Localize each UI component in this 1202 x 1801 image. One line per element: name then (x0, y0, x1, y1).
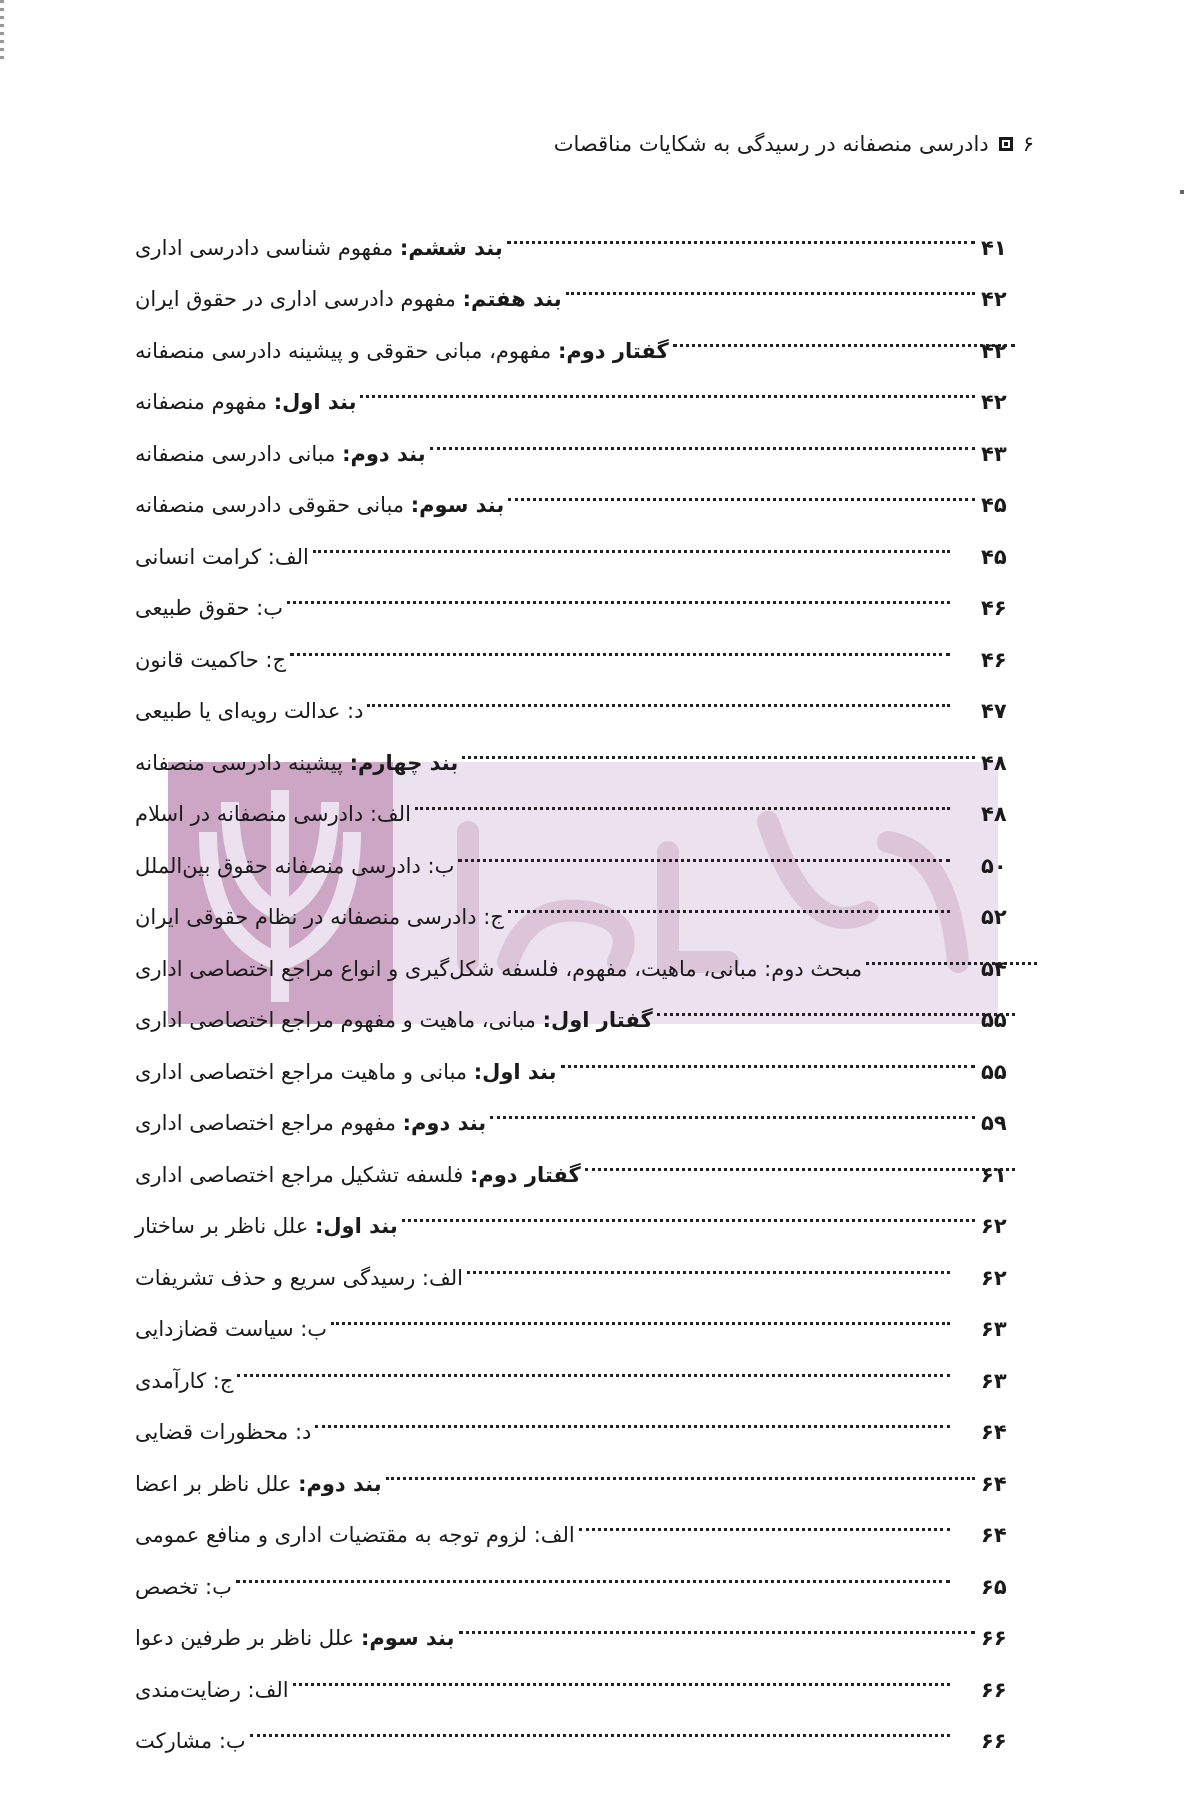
dot-leader (459, 1631, 976, 1634)
dot-leader (508, 910, 950, 913)
toc-entry (135, 840, 1015, 892)
toc-entry-label: بند سوم: (410, 493, 505, 518)
toc-page-number: ۴۵ (981, 544, 1007, 569)
toc-entry-label: بند ششم: (399, 235, 503, 260)
toc-entry-title (135, 1575, 232, 1599)
toc-entry-title (135, 854, 454, 878)
dot-leader (237, 1374, 950, 1377)
dot-leader (673, 344, 1015, 347)
dot-leader (331, 1322, 950, 1325)
dot-leader (402, 1219, 975, 1222)
toc-page-number: ۴۶ (981, 596, 1007, 621)
toc-entry (135, 480, 1015, 532)
toc-entry-title (135, 236, 503, 260)
toc-entry-text: مفهوم دادرسی اداری در حقوق ایران (135, 287, 456, 312)
toc-entry (135, 325, 1015, 377)
toc-entry (135, 634, 1015, 686)
toc-entry-text: الف: رضایت‌مندی (135, 1677, 289, 1702)
toc-entry-text: د: محظورات قضایی (135, 1420, 312, 1445)
dot-leader (360, 395, 975, 398)
dot-leader (386, 1477, 975, 1480)
toc-entry-text: مبانی و ماهیت مراجع اختصاصی اداری (135, 1059, 468, 1084)
toc-page-number: ۶۶ (981, 1677, 1007, 1702)
toc-entry (135, 1716, 1015, 1768)
toc-entry (135, 531, 1015, 583)
toc-entry-title (135, 1111, 486, 1135)
toc-entry-title (135, 802, 411, 826)
toc-entry-text: مبانی حقوقی دادرسی منصفانه (135, 493, 405, 518)
margin-dot (1180, 190, 1184, 194)
toc-entry-text: د: عدالت رویه‌ای یا طبیعی (135, 699, 364, 724)
toc-page-number: ۶۶ (981, 1626, 1007, 1651)
toc-page-number: ۴۲ (981, 287, 1007, 312)
toc-entry-label: بند اول: (473, 1059, 557, 1084)
toc-entry-title (135, 751, 458, 775)
toc-entry-text: الف: کرامت انسانی (135, 544, 309, 569)
toc-entry-text: ب: مشارکت (135, 1729, 246, 1754)
toc-page-number: ۶۲ (981, 1265, 1007, 1290)
dot-leader (566, 292, 975, 295)
toc-entry-title (135, 699, 363, 723)
toc-entry-title (135, 287, 562, 311)
dot-leader (507, 241, 975, 244)
toc-entry-label: گفتار دوم: (469, 1162, 581, 1187)
toc-entry (135, 943, 1015, 995)
dot-leader (585, 1168, 1015, 1171)
toc-entry-title (135, 1266, 463, 1290)
book-title: دادرسی منصفانه در رسیدگی به شکایات مناقصات (553, 132, 989, 156)
toc-entry-text: ب: تخصص (135, 1574, 232, 1599)
dot-leader (462, 756, 975, 759)
toc-entry-text: مفهوم، مبانی حقوقی و پیشینه دادرسی منصفانه (135, 338, 552, 363)
toc-entry-text: مفهوم شناسی دادرسی اداری (135, 235, 394, 260)
toc-entry-title (135, 1214, 398, 1238)
dot-leader (367, 704, 950, 707)
toc-entry (135, 583, 1015, 635)
toc-entry (135, 892, 1015, 944)
toc-entry-text: ب: حقوق طبیعی (135, 596, 283, 621)
toc-page-number: ۶۳ (981, 1368, 1007, 1393)
square-bullet-icon (999, 137, 1013, 151)
toc-entry-title (135, 1678, 289, 1702)
toc-entry-title (135, 1317, 327, 1341)
page-header (554, 132, 1034, 156)
toc-entry (135, 1613, 1015, 1665)
toc-page-number: ۵۲ (981, 905, 1007, 930)
toc-entry-text: علل ناظر بر طرفین دعوا (135, 1626, 355, 1651)
toc-entry (135, 1355, 1015, 1407)
toc-entry (135, 686, 1015, 738)
toc-entry-text: الف: لزوم توجه به مقتضیات اداری و منافع عمومی (135, 1523, 575, 1548)
dot-leader (287, 601, 950, 604)
toc-entry (135, 737, 1015, 789)
toc-entry-title (135, 905, 504, 929)
dot-leader (236, 1580, 950, 1583)
toc-entry-title (135, 648, 286, 672)
dot-leader (315, 1425, 950, 1428)
toc-entry-label: بند دوم: (402, 1111, 487, 1136)
toc-page-number: ۴۷ (981, 699, 1007, 724)
toc-entry-text: الف: دادرسی منصفانه در اسلام (135, 802, 411, 827)
toc-entry-text: مبانی دادرسی منصفانه (135, 441, 336, 466)
dot-leader (415, 807, 950, 810)
toc-entry-text: ج: دادرسی منصفانه در نظام حقوقی ایران (135, 905, 504, 930)
toc-entry-label: گفتار اول: (542, 1008, 653, 1033)
toc-page-number: ۶۶ (981, 1729, 1007, 1754)
toc-entry (135, 1046, 1015, 1098)
toc-entry (135, 377, 1015, 429)
toc-page-number: ۵۰ (981, 853, 1007, 878)
toc-entry (135, 428, 1015, 480)
toc-entry (135, 1561, 1015, 1613)
dot-leader (579, 1528, 950, 1531)
toc-entry-text: ج: حاکمیت قانون (135, 647, 287, 672)
toc-page-number: ۴۸ (981, 750, 1007, 775)
dot-leader (866, 962, 1037, 965)
toc-entry-text: فلسفه تشکیل مراجع اختصاصی اداری (135, 1162, 464, 1187)
toc-entry-label: بند هفتم: (462, 287, 562, 312)
toc-entry (135, 1664, 1015, 1716)
toc-entry (135, 222, 1015, 274)
toc-entry-label: بند سوم: (360, 1626, 455, 1651)
toc-entry-title (135, 957, 862, 981)
toc-entry-text: مبانی، ماهیت و مفهوم مراجع اختصاصی اداری (135, 1008, 536, 1033)
toc-page-number: ۵۵ (981, 1008, 1007, 1033)
toc-entry-title (135, 1163, 581, 1187)
toc-page-number: ۶۳ (981, 1317, 1007, 1342)
toc-entry-title (135, 390, 356, 414)
toc-page-number: ۶۴ (981, 1523, 1007, 1548)
page-number: ۶ (1022, 132, 1034, 156)
toc-entry (135, 1458, 1015, 1510)
dot-leader (458, 859, 950, 862)
toc-entry (135, 1407, 1015, 1459)
toc-page-number: ۴۲ (981, 390, 1007, 415)
toc-entry-title (135, 1523, 575, 1547)
toc-entry-label: گفتار دوم: (557, 338, 669, 363)
toc-entry-text: علل ناظر بر اعضا (135, 1471, 292, 1496)
toc-entry-title (135, 1626, 455, 1650)
toc-entry-title (135, 596, 283, 620)
dot-leader (313, 550, 950, 553)
toc-entry-text: ب: دادرسی منصفانه حقوق بین‌الملل (135, 853, 455, 878)
toc-entry-text: پیشینه دادرسی منصفانه (135, 750, 343, 775)
toc-page-number: ۴۶ (981, 647, 1007, 672)
toc-entry-text: مفهوم منصفانه (135, 390, 267, 415)
toc-page-number: ۵۵ (981, 1059, 1007, 1084)
toc-entry-title (135, 339, 669, 363)
toc-page-number: ۴۸ (981, 802, 1007, 827)
toc-entry (135, 1098, 1015, 1150)
toc-entry-title (135, 1008, 653, 1032)
toc-page-number: ۵۴ (981, 956, 1007, 981)
dot-leader (467, 1271, 950, 1274)
dot-leader (290, 653, 950, 656)
toc-entry-title (135, 493, 504, 517)
toc-entry-text: علل ناظر بر ساختار (135, 1214, 309, 1239)
toc-entry-title (135, 1420, 311, 1444)
toc-entry-label: بند چهارم: (349, 750, 459, 775)
toc-entry (135, 1201, 1015, 1253)
dot-leader (293, 1683, 950, 1686)
toc-entry (135, 1149, 1015, 1201)
toc-entry-label: بند اول: (314, 1214, 398, 1239)
toc-entry-title (135, 442, 426, 466)
dot-leader (430, 447, 975, 450)
toc-entry (135, 1304, 1015, 1356)
toc-entry-title (135, 545, 309, 569)
toc-entry-text: ب: سیاست قضازدایی (135, 1317, 328, 1342)
toc-page-number: ۴۳ (981, 441, 1007, 466)
toc-entry (135, 789, 1015, 841)
toc-page-number: ۵۹ (981, 1111, 1007, 1136)
dot-leader (657, 1013, 1015, 1016)
toc-entry (135, 995, 1015, 1047)
toc-page-number: ۶۲ (981, 1214, 1007, 1239)
dot-leader (508, 498, 975, 501)
toc-page-number: ۴۱ (981, 235, 1007, 260)
toc-entry-text: مبحث دوم: مبانی، ماهیت، مفهوم، فلسفه شکل‌گیری و انواع مراجع اختصاصی اداری (135, 956, 863, 981)
toc-entry-text: مفهوم مراجع اختصاصی اداری (135, 1111, 396, 1136)
toc-entry-title (135, 1729, 246, 1753)
toc-entry-text: الف: رسیدگی سریع و حذف تشریفات (135, 1265, 463, 1290)
toc-entry-title (135, 1060, 557, 1084)
toc-entry (135, 274, 1015, 326)
table-of-contents (135, 222, 1015, 1767)
toc-entry-title (135, 1369, 233, 1393)
toc-page-number: ۶۴ (981, 1420, 1007, 1445)
toc-entry (135, 1252, 1015, 1304)
toc-entry (135, 1510, 1015, 1562)
toc-page-number: ۶۴ (981, 1471, 1007, 1496)
toc-entry-text: ج: کارآمدی (135, 1368, 234, 1393)
toc-entry-title (135, 1472, 382, 1496)
dot-leader (490, 1116, 975, 1119)
toc-page-number: ۴۵ (981, 493, 1007, 518)
toc-entry-label: بند اول: (273, 390, 357, 415)
dot-leader (250, 1734, 950, 1737)
toc-page-number: ۴۲ (981, 338, 1007, 363)
scan-edge-mark (0, 0, 4, 60)
toc-entry-label: بند دوم: (298, 1471, 382, 1496)
toc-page-number: ۶۱ (981, 1162, 1007, 1187)
toc-entry-label: بند دوم: (342, 441, 426, 466)
dot-leader (561, 1065, 975, 1068)
toc-page-number: ۶۵ (981, 1574, 1007, 1599)
